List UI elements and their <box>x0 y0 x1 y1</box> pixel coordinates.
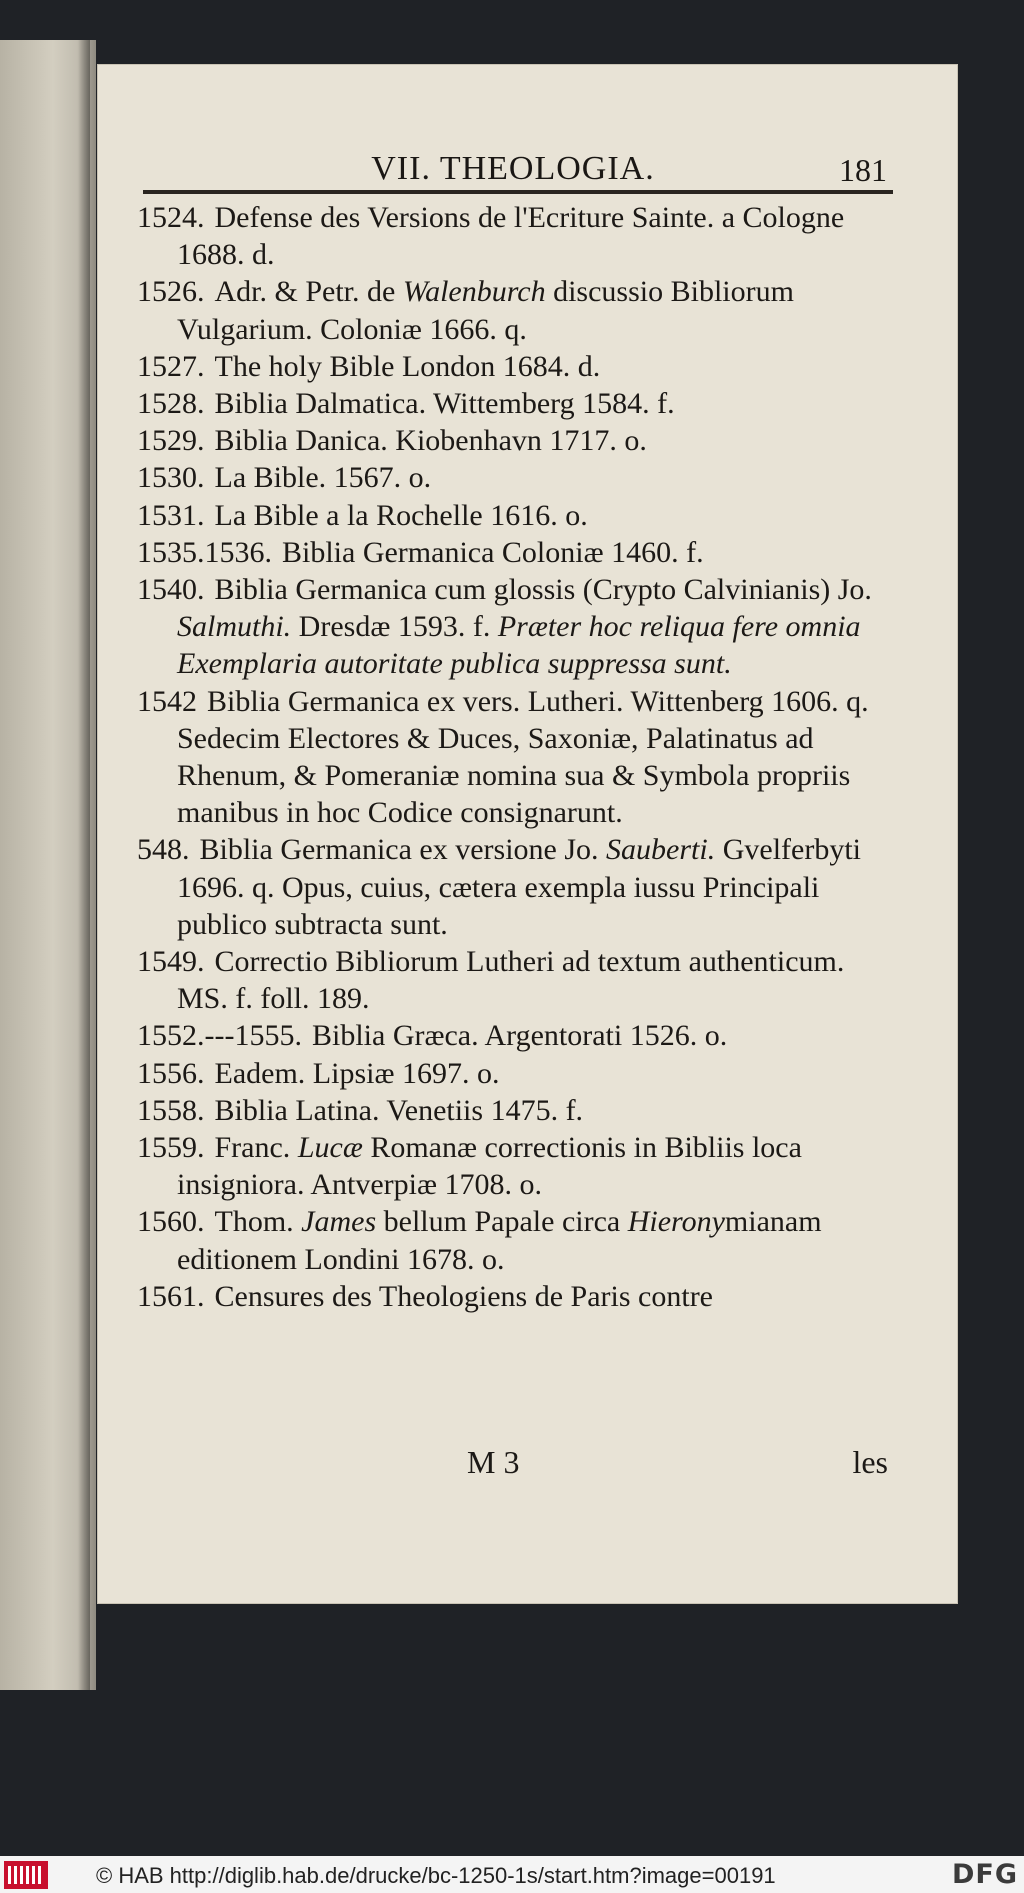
entry-text: Biblia Germanica cum glossis (Crypto Calvinianis) Jo. <box>214 573 872 607</box>
entry-text: Biblia Græca. Argentorati 1526. o. <box>311 1019 728 1053</box>
entry-number: 1527. <box>137 349 205 383</box>
entry-text: Romanæ correctionis in Bibliis loca insigniora. Antverpiæ 1708. o. <box>177 1131 802 1202</box>
catalog-entry <box>137 534 887 571</box>
entry-number: 1531. <box>137 498 205 532</box>
entry-text: Biblia Germanica ex vers. Lutheri. Wittenberg 1606. q. Sedecim Electores & Duces, Saxoniæ, Palatinatus ad Rhenum, & Pomeraniæ nomina sua & Symbola propriis manibus in hoc Codice consignarunt. <box>177 684 869 830</box>
entry-text: La Bible. 1567. o. <box>214 461 432 495</box>
dfg-logo: DFG <box>951 1859 1018 1890</box>
entry-text-italic: Salmuthi. <box>177 610 292 644</box>
entry-text-italic: Lucæ <box>297 1131 363 1165</box>
entry-number: 1552.---1555. <box>137 1019 302 1053</box>
entry-text: Defense des Versions de l'Ecriture Sainte. a Cologne 1688. d. <box>177 201 845 272</box>
catalog-entry <box>137 831 887 943</box>
signature-mark: M 3 <box>467 1444 520 1480</box>
entry-number: 1528. <box>137 387 205 421</box>
entry-number: 1524. <box>137 201 205 234</box>
entry-text: Biblia Danica. Kiobenhavn 1717. o. <box>214 424 647 458</box>
catalog-entry <box>137 571 887 683</box>
entry-text: Dresdæ 1593. f. <box>291 610 498 644</box>
entry-text-italic: Walenburch <box>402 275 546 309</box>
catalog-entry <box>137 497 887 534</box>
entry-number: 1561. <box>137 1279 205 1313</box>
spine-shadow <box>78 40 90 1690</box>
entry-text: Biblia Germanica Coloniæ 1460. f. <box>282 535 704 569</box>
entry-number: 1529. <box>137 424 205 458</box>
entry-number: 1558. <box>137 1093 205 1127</box>
entry-text: Adr. & Petr. de <box>214 275 403 309</box>
entry-text-italic: Sauberti. <box>606 833 716 867</box>
entry-text-italic: James <box>301 1205 377 1239</box>
entry-text: Franc. <box>214 1131 298 1165</box>
entry-number: 1559. <box>137 1131 205 1165</box>
entry-text: The holy Bible London 1684. d. <box>214 349 601 383</box>
entry-number: 548. <box>137 833 190 867</box>
catalog-entry <box>137 1129 887 1203</box>
entry-text-italic: Hierony <box>627 1205 725 1239</box>
catalog-entry <box>137 943 887 1017</box>
catalog-entry <box>137 1017 887 1054</box>
catalog-entry <box>137 422 887 459</box>
catalog-entry <box>137 683 887 832</box>
hab-logo-icon <box>4 1861 48 1889</box>
catalog-entry <box>137 1055 887 1092</box>
entry-number: 1560. <box>137 1205 205 1239</box>
entry-number: 1542 <box>137 684 197 718</box>
entry-text: mianam editionem Londini 1678. o. <box>177 1205 822 1276</box>
entry-text: Biblia Germanica ex versione Jo. <box>199 833 607 867</box>
catalog-entry <box>137 1092 887 1129</box>
entry-text-italic: Præter hoc reliqua fere omnia Exemplaria autoritate publica suppressa sunt. <box>177 610 861 681</box>
catchword: les <box>852 1444 888 1480</box>
catalog-entry <box>137 1278 887 1315</box>
catalog-entry <box>137 459 887 496</box>
header-rule <box>143 190 893 194</box>
catalog-entry <box>137 1203 887 1277</box>
previous-page-edge <box>0 40 96 1690</box>
entry-text: Gvelferbyti 1696. q. Opus, cuius, cætera exempla iussu Principali publico subtracta sunt. <box>177 833 861 941</box>
entry-text: Thom. <box>214 1205 302 1239</box>
catalog-entries <box>137 199 887 1315</box>
page-number: 181 <box>839 152 887 188</box>
running-head-title: VII. THEOLOGIA. <box>371 150 655 187</box>
entry-number: 1556. <box>137 1056 205 1090</box>
entry-number: 1530. <box>137 461 205 495</box>
entry-text: La Bible a la Rochelle 1616. o. <box>214 498 588 532</box>
entry-text: discussio Bibliorum Vulgarium. Coloniæ 1666. q. <box>177 275 794 346</box>
entry-number: 1526. <box>137 275 205 309</box>
catalog-entry <box>137 385 887 422</box>
catalog-entry <box>137 348 887 385</box>
catalog-entry <box>137 199 887 273</box>
entry-text: bellum Papale circa <box>376 1205 628 1239</box>
copyright-link[interactable]: © HAB http://diglib.hab.de/drucke/bc-1250-1s/start.htm?image=00191 <box>96 1863 776 1888</box>
viewer-footer <box>0 1856 1024 1893</box>
entry-text: Biblia Dalmatica. Wittemberg 1584. f. <box>214 387 675 421</box>
entry-number: 1535.1536. <box>137 535 272 569</box>
entry-text: Eadem. Lipsiæ 1697. o. <box>214 1056 500 1090</box>
entry-number: 1549. <box>137 945 205 979</box>
entry-text: Biblia Latina. Venetiis 1475. f. <box>214 1093 584 1127</box>
entry-text: Censures des Theologiens de Paris contre <box>214 1279 714 1313</box>
entry-text: Correctio Bibliorum Lutheri ad textum authenticum. MS. f. foll. 189. <box>177 945 845 1016</box>
entry-number: 1540. <box>137 573 205 607</box>
book-page <box>97 64 958 1604</box>
catalog-entry <box>137 273 887 347</box>
